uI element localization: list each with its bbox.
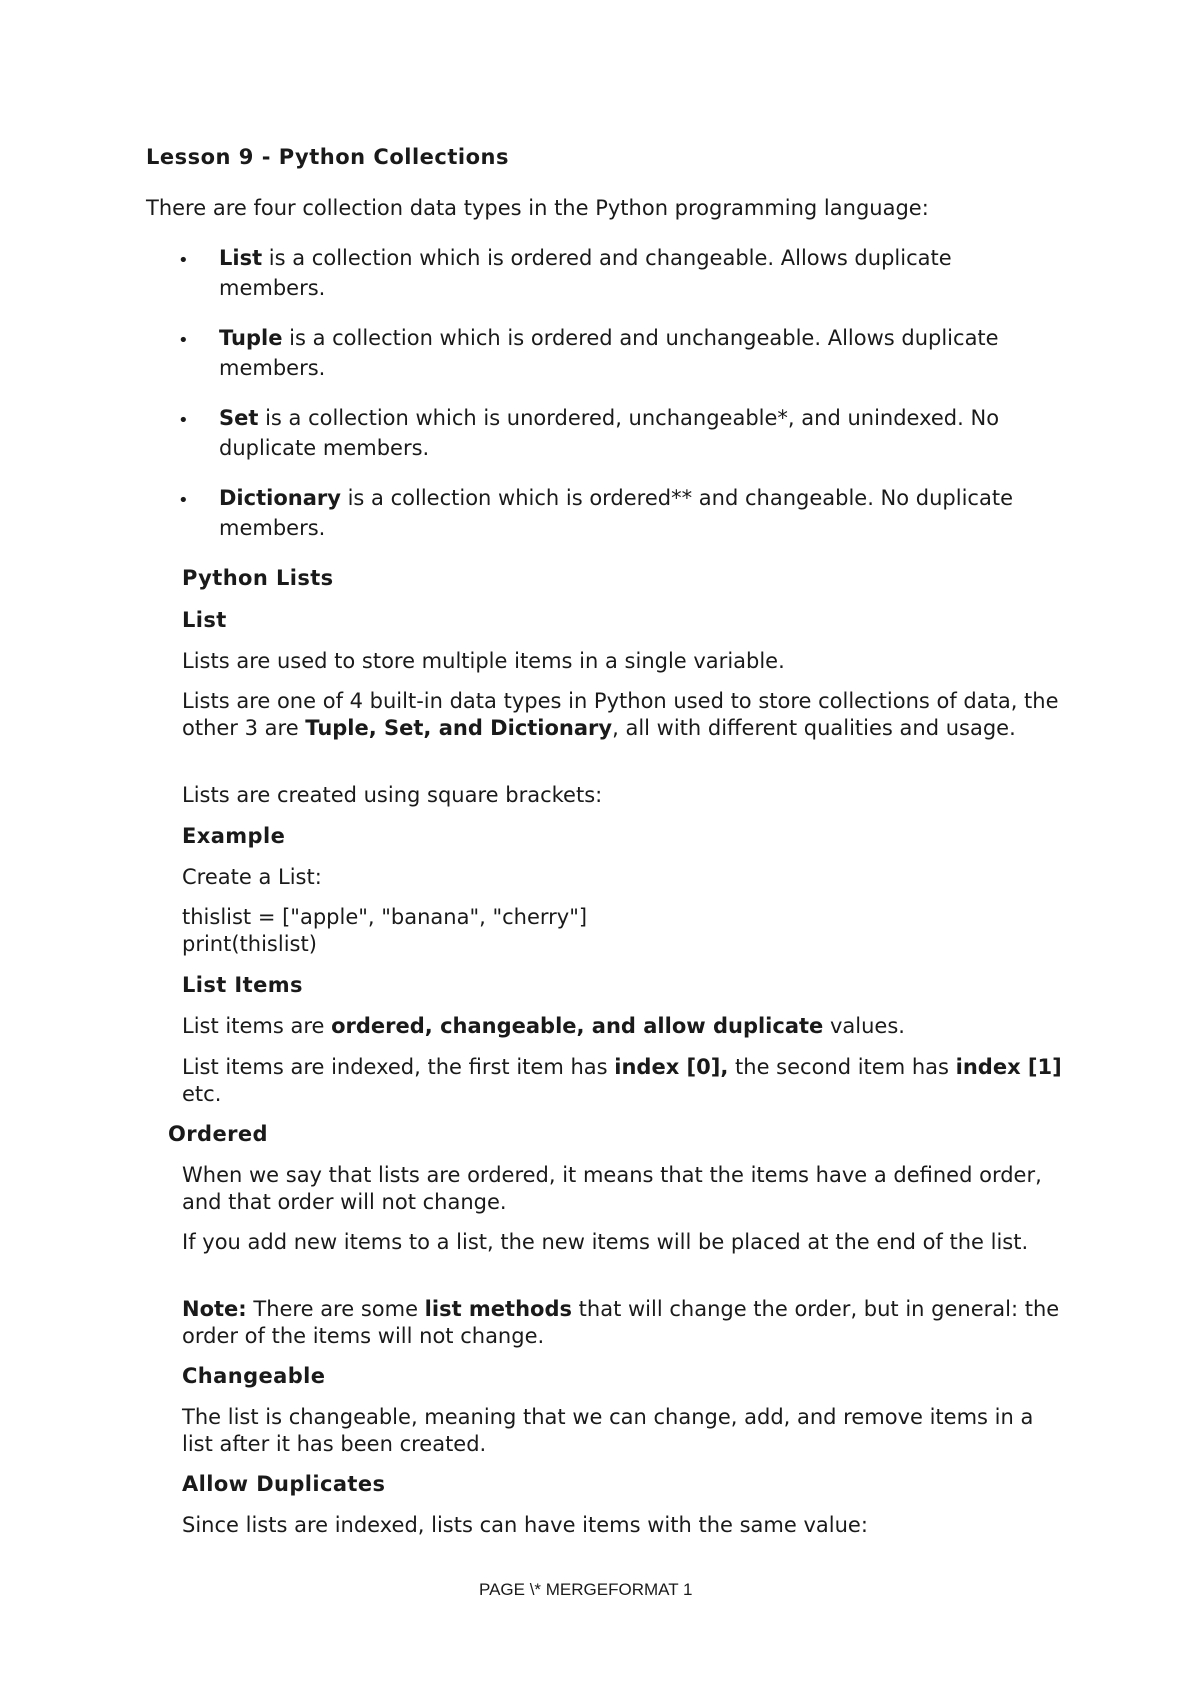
bullet-term: List [219, 246, 263, 270]
lists-paragraph-1: Lists are used to store multiple items in a single variable. [182, 649, 785, 673]
lesson-title: Lesson 9 - Python Collections [146, 145, 509, 169]
bullet-icon: • [178, 330, 189, 351]
list-items-paragraph-1 [182, 1013, 905, 1040]
text-run: etc. [182, 1082, 222, 1106]
duplicates-paragraph: Since lists are indexed, lists can have items with the same value: [182, 1513, 868, 1537]
bullet-icon: • [178, 410, 189, 431]
page-footer: PAGE \* MERGEFORMAT 1 [479, 1580, 693, 1599]
ordered-paragraph-2: If you add new items to a list, the new items will be placed at the end of the list. [182, 1230, 1029, 1254]
duplicates-heading: Allow Duplicates [182, 1472, 386, 1496]
text-run: There are some [246, 1297, 425, 1321]
bullet-term: Dictionary [219, 486, 341, 510]
text-run: List items are indexed, the first item has [182, 1055, 615, 1079]
note-label: Note: [182, 1297, 247, 1321]
bold-run: index [1] [955, 1055, 1062, 1079]
list-items-paragraph-2 [182, 1054, 1062, 1108]
bullet-text: is a collection which is unordered, unchangeable*, and unindexed. No duplicate members. [219, 406, 1000, 460]
list-items-heading: List Items [182, 973, 303, 997]
ordered-paragraph-1: When we say that lists are ordered, it means that the items have a defined order, and that order will not change. [182, 1163, 1042, 1214]
code-line-2: print(thislist) [182, 932, 317, 956]
bold-run: index [0], [614, 1055, 729, 1079]
intro-paragraph: There are four collection data types in the Python programming language: [146, 196, 929, 220]
lists-paragraph-3: Lists are created using square brackets: [182, 783, 603, 807]
bold-run: ordered, changeable, and allow duplicate [331, 1014, 824, 1038]
python-lists-heading: Python Lists [182, 566, 334, 590]
bullet-icon: • [178, 490, 189, 511]
ordered-note [182, 1296, 1062, 1350]
text-run: Lists are one of 4 built-in data types in Python used to store collections of data, the other 3 are [182, 689, 1059, 740]
bullet-tuple [219, 323, 1059, 383]
bullet-icon: • [178, 250, 189, 271]
text-run: values. [823, 1014, 905, 1038]
bullet-text: is a collection which is ordered and changeable. Allows duplicate members. [219, 246, 952, 300]
bullet-dictionary [219, 483, 1059, 543]
lists-paragraph-2 [182, 688, 1062, 742]
example-heading: Example [182, 824, 286, 848]
text-run: , all with different qualities and usage. [612, 716, 1016, 740]
bullet-set [219, 403, 1059, 463]
text-run: List items are [182, 1014, 332, 1038]
text-run: that will change the order, but in general: the order of the items will not change. [182, 1297, 1060, 1348]
changeable-heading: Changeable [182, 1364, 326, 1388]
code-line-1: thislist = ["apple", "banana", "cherry"] [182, 905, 588, 929]
text-run: the second item has [728, 1055, 956, 1079]
ordered-heading: Ordered [168, 1122, 268, 1146]
bullet-text: is a collection which is ordered** and changeable. No duplicate members. [219, 486, 1013, 540]
bold-run: Tuple, Set, and Dictionary [305, 716, 613, 740]
example-caption: Create a List: [182, 865, 322, 889]
bullet-term: Set [219, 406, 259, 430]
changeable-paragraph: The list is changeable, meaning that we can change, add, and remove items in a list after it has been created. [182, 1405, 1034, 1456]
bold-run: list methods [424, 1297, 572, 1321]
bullet-text: is a collection which is ordered and unchangeable. Allows duplicate members. [219, 326, 999, 380]
list-subheading: List [182, 608, 227, 632]
bullet-term: Tuple [219, 326, 283, 350]
bullet-list [219, 243, 1059, 303]
